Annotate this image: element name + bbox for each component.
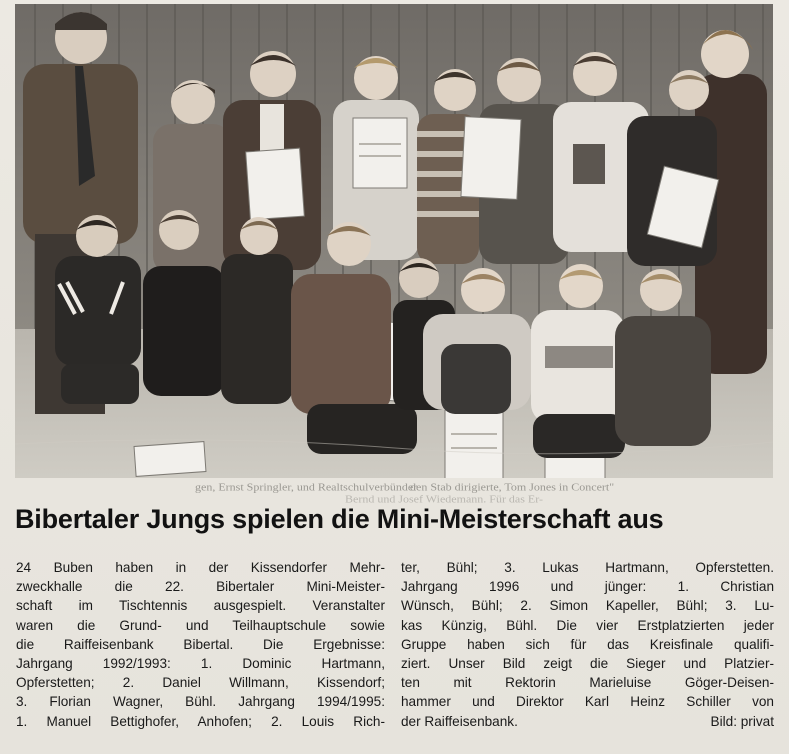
article-line: ziert. Unser Bild zeigt die Sieger und Platzier-: [401, 656, 774, 672]
article-column-right: [401, 558, 774, 731]
article-line: schaft im Tischtennis ausgespielt. Veranstalter: [16, 598, 385, 614]
bleed-through-right: den Stab dirigierte, Tom Jones in Concert": [410, 480, 615, 494]
article-column-left: [16, 558, 385, 731]
bleed-through-left: gen, Ernst Springler, und Realtschulverbünder: [195, 480, 418, 494]
article-line: Jahrgang 1996 und jünger: 1. Christian: [401, 579, 774, 595]
article-line: ten mit Rektorin Marieluise Göger-Deisen-: [401, 675, 774, 691]
article-line: 24 Buben haben in der Kissendorfer Mehr-: [16, 560, 385, 575]
group-photo: [15, 4, 773, 478]
article-line: waren die Grund- und Teilhauptschule sowie: [16, 617, 385, 633]
article-line: ter, Bühl; 3. Lukas Hartmann, Opferstetten.: [401, 560, 774, 575]
bleed-through-middle: Bernd und Josef Wiedemann. Für das Er-: [345, 492, 544, 506]
article-line: hammer und Direktor Karl Heinz Schiller von: [401, 694, 774, 710]
article-line: die Raiffeisenbank Bibertal. Die Ergebnisse:: [16, 636, 385, 652]
article-line: Gruppe haben sich für das Kreisfinale qualifi-: [401, 636, 774, 652]
article-line: der Raiffeisenbank.: [401, 713, 518, 729]
article-line: kas Künzig, Bühl. Die vier Erstplatzierten jeder: [401, 617, 774, 633]
article-line: zweckhalle die 22. Bibertaler Mini-Meister-: [16, 579, 385, 595]
article-headline: Bibertaler Jungs spielen die Mini-Meisterschaft aus: [15, 504, 664, 534]
article-line: 3. Florian Wagner, Bühl. Jahrgang 1994/1995:: [16, 694, 385, 710]
group-photo-illustration: [15, 4, 773, 478]
photo-credit: Bild: privat: [710, 713, 774, 729]
article-line: Wünsch, Bühl; 2. Simon Kapeller, Bühl; 3. Lu-: [401, 598, 774, 614]
article-line: 1. Manuel Bettighofer, Anhofen; 2. Louis Rich-: [16, 713, 385, 729]
article-last-line: [401, 712, 774, 731]
article-line: Jahrgang 1992/1993: 1. Dominic Hartmann,: [16, 656, 385, 672]
article-line: Opferstetten; 2. Daniel Willmann, Kissendorf;: [16, 675, 385, 691]
